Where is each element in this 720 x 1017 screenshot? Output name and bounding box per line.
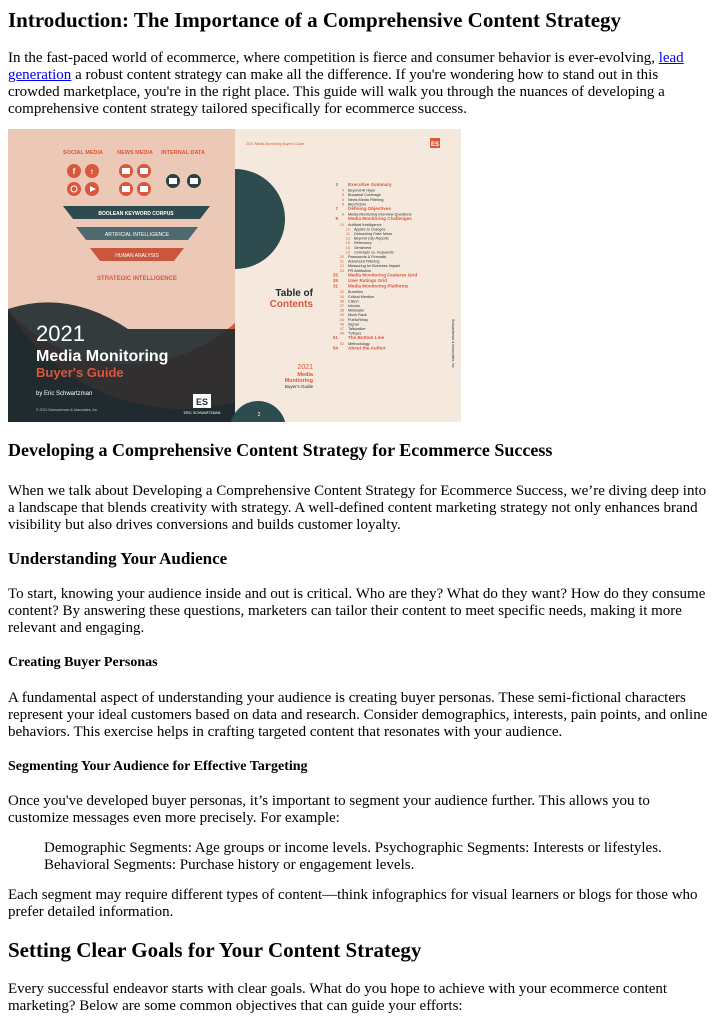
toc-entry-title: Beyond Clip Reports bbox=[354, 236, 389, 241]
toc-entry-title: Media Monitoring Challenges bbox=[348, 216, 412, 222]
toc-entry-number: 32 bbox=[339, 290, 344, 295]
goals-paragraph: Every successful endeavor starts with clear goals. What do you hope to achieve with your ecommerce content marketing? Below are some common objectives that can guide your efforts: bbox=[8, 981, 668, 1014]
cover-title-line2: Buyer's Guide bbox=[36, 365, 124, 380]
toc-entry-title: Beyond AI Hype bbox=[348, 188, 376, 193]
toc-entry-number: 52 bbox=[339, 341, 344, 346]
toc-entry-number: 22 bbox=[339, 264, 344, 269]
toc-entry-number: 13 bbox=[345, 236, 350, 241]
toc-entry-number: 8 bbox=[341, 212, 344, 217]
toc-entry-number: 47 bbox=[339, 327, 344, 331]
toc-entry-title: Big Picture bbox=[348, 202, 367, 207]
developing-paragraph: When we talk about Developing a Comprehensive Content Strategy for Ecommerce Success, we’re diving deep into a landscape that blends creativity with strategy. A well-defined content marketing strategy not only enhances brand visibility but also drives conversions and builds customer loyalty. bbox=[8, 483, 707, 533]
intro-heading: Introduction: The Importance of a Comprehensive Content Strategy bbox=[8, 8, 622, 32]
toc-entry-number: 11 bbox=[346, 232, 350, 236]
toc-entry-number: 21 bbox=[339, 259, 344, 264]
toc-entry-number: 25 bbox=[332, 272, 338, 278]
toc-entry-number: 5 bbox=[341, 197, 344, 202]
toc-entry-number: 15 bbox=[345, 241, 350, 246]
toc-logo-initials: ES bbox=[430, 142, 440, 148]
toc-entry-title: Critical Mention bbox=[348, 294, 375, 299]
toc-entry-number: 38 bbox=[339, 308, 344, 313]
personas-paragraph: A fundamental aspect of understanding your audience is creating buyer personas. These semi-fictional characters represent your ideal customers based on data and research. Consider demographics, interests, pain points, and online behaviors. This exercise helps in crafting targeted content that resonates with your audience. bbox=[8, 690, 708, 740]
toc-entry-number: 24 bbox=[339, 268, 344, 273]
cover-logo-initials: ES bbox=[195, 397, 209, 407]
toc-entry-number: 49 bbox=[339, 331, 344, 336]
segments-blockquote: Demographic Segments: Age groups or income levels. Psychographic Segments: Interests or lifestyles. Behavioral Segments: Purchase history or engagement levels. bbox=[44, 840, 662, 873]
toc-title-line1: Table of bbox=[275, 288, 313, 299]
toc-entry-number: 34 bbox=[339, 294, 344, 299]
toc-entry-title: PR Attribution bbox=[348, 268, 372, 273]
toc-entry-number: 46 bbox=[339, 322, 344, 327]
lead-generation-link[interactable]: lead generation bbox=[8, 50, 684, 83]
toc-sub-line3: Buyer's Guide bbox=[284, 384, 313, 389]
toc-entry-number: 4 bbox=[341, 188, 344, 193]
personas-heading: Creating Buyer Personas bbox=[8, 655, 158, 670]
toc-page-number: 2 bbox=[257, 412, 261, 418]
toc-entry-title: Media Monitoring Features Grid bbox=[348, 272, 418, 278]
toc-entry-number: 5 bbox=[341, 193, 344, 198]
cover-copyright: © 2021 Schwartzman & Associates, Inc. bbox=[36, 408, 99, 412]
toc-entry-number: 37 bbox=[339, 304, 344, 308]
toc-entry-number: 40 bbox=[339, 313, 344, 318]
toc-entry-title: Broadest Coverage bbox=[348, 193, 381, 198]
toc-entry-number: 31 bbox=[332, 283, 338, 289]
cover-year: 2021 bbox=[36, 321, 85, 346]
toc-sub-line2: Monitoring bbox=[284, 378, 313, 384]
toc-sub-line1: Media bbox=[297, 372, 313, 378]
funnel-label-internal: INTERNAL DATA bbox=[161, 150, 205, 156]
audience-paragraph: To start, knowing your audience inside and out is critical. Who are they? What do they want? How do they consume content? By answering these questions, marketers can tailor their content to meet specific needs, making it more relevant and engaging. bbox=[8, 586, 706, 636]
svg-text:t: t bbox=[91, 169, 93, 176]
intro-text-start: In the fast-paced world of ecommerce, where competition is fierce and consumer behavior is ever-evolving, bbox=[8, 50, 659, 66]
toc-entry-title: Cision bbox=[348, 299, 359, 304]
funnel-band-strategic: STRATEGIC INTELLIGENCE bbox=[97, 276, 177, 282]
toc-entry-number: 54 bbox=[332, 345, 338, 351]
toc-header-small: 2021 Media Monitoring Buyer's Guide bbox=[246, 142, 305, 146]
toc-entry-number: 6 bbox=[341, 202, 344, 207]
intro-paragraph bbox=[8, 50, 712, 118]
toc-entry-title: About the Author bbox=[348, 345, 386, 351]
toc-entry-title: Artificial Intelligence bbox=[348, 222, 382, 227]
toc-entry-title: Burrelles bbox=[348, 290, 363, 295]
toc-entry-title: Methodology bbox=[348, 341, 370, 346]
audience-heading: Understanding Your Audience bbox=[8, 549, 228, 568]
toc-entry-title: Media Monitoring Platforms bbox=[348, 283, 409, 289]
funnel-band-boolean: BOOLEAN KEYWORD CORPUS bbox=[98, 211, 174, 217]
toc-entry-number: 10 bbox=[339, 222, 344, 227]
toc-entry-title: Concepts vs. Keywords bbox=[354, 250, 394, 255]
toc-entry-number: 3 bbox=[335, 182, 338, 187]
svg-text:f: f bbox=[72, 167, 76, 176]
toc-entry-number: 9 bbox=[335, 216, 338, 222]
segmenting-heading: Segmenting Your Audience for Effective Targeting bbox=[8, 759, 308, 774]
toc-entry-title: Apples to Oranges bbox=[354, 227, 386, 232]
toc-entry-number: 10 bbox=[345, 227, 350, 232]
toc-entry-title: Defining Objectives bbox=[348, 206, 391, 211]
intro-text-end: a robust content strategy can make all the difference. If you're wondering how to stand out in this crowded marketplace, you're in the right place. This guide will walk you through the nuances of developing a comprehensive content strategy tailored specifically for ecommerce success. bbox=[8, 67, 665, 117]
toc-side-text: Schwartzman & Associates, Inc. bbox=[451, 319, 455, 369]
toc-entry-title: TVEyes bbox=[348, 331, 362, 336]
media-monitoring-guide-image bbox=[8, 129, 461, 422]
toc-entry-title: Passwords & Firewalls bbox=[348, 255, 387, 259]
toc-entry-title: Sentiment bbox=[354, 245, 372, 250]
funnel-label-social: SOCIAL MEDIA bbox=[63, 150, 103, 156]
developing-heading: Developing a Comprehensive Content Strategy for Ecommerce Success bbox=[8, 440, 553, 460]
toc-entry-title: Muck Rack bbox=[348, 313, 367, 318]
cover-author: by Eric Schwartzman bbox=[36, 391, 93, 397]
toc-entry-title: Relevancy bbox=[354, 241, 372, 246]
toc-entry-number: 36 bbox=[339, 299, 344, 304]
toc-entry-title: Talkwalker bbox=[348, 327, 366, 331]
toc-entry-title: Advanced Filtering bbox=[348, 259, 380, 264]
toc-entry-number: 44 bbox=[339, 317, 344, 322]
toc-entry-number: 51 bbox=[332, 335, 338, 341]
toc-entry-title: Intrado bbox=[348, 304, 360, 308]
funnel-band-ai: ARTIFICIAL INTELLIGENCE bbox=[104, 232, 170, 238]
toc-sub-year: 2021 bbox=[297, 364, 313, 371]
cover-logo-text: ERIC SCHWARTZMAN bbox=[183, 411, 221, 415]
toc-entry-title: Measuring for Business Impact bbox=[348, 264, 401, 269]
toc-entry-title: Debunking Fake News bbox=[354, 232, 393, 236]
segmenting-paragraph: Once you've developed buyer personas, it’s important to segment your audience further. This allows you to customize messages even more precisely. For example: bbox=[8, 793, 650, 826]
toc-entry-title: Meltwater bbox=[348, 308, 365, 313]
toc-entry-title: Media Monitoring Interview Questions bbox=[348, 212, 412, 217]
goals-heading: Setting Clear Goals for Your Content Strategy bbox=[8, 938, 422, 962]
toc-entry-title: Executive Summary bbox=[348, 182, 392, 187]
toc-entry-number: 29 bbox=[332, 278, 338, 283]
toc-entry-title: PublicRelay bbox=[348, 317, 369, 322]
toc-entry-title: News Media Filtering bbox=[348, 197, 384, 202]
toc-entry-number: 20 bbox=[339, 255, 344, 259]
toc-entry-number: 16 bbox=[345, 245, 350, 250]
funnel-band-human: HUMAN ANALYSIS bbox=[115, 253, 159, 259]
funnel-label-news: NEWS MEDIA bbox=[117, 150, 153, 156]
toc-title-line2: Contents bbox=[269, 299, 313, 310]
toc-entry-title: The Bottom Line bbox=[348, 335, 385, 341]
toc-entry-number: 7 bbox=[335, 206, 338, 211]
toc-entry-title: User Ratings Grid bbox=[348, 278, 388, 283]
segments-after-paragraph: Each segment may require different types of content—think infographics for visual learners or blogs for those who prefer detailed information. bbox=[8, 887, 698, 920]
toc-entry-number: 18 bbox=[345, 250, 350, 255]
cover-title-line1: Media Monitoring bbox=[36, 348, 169, 365]
toc-entry-title: Signal bbox=[348, 322, 359, 327]
